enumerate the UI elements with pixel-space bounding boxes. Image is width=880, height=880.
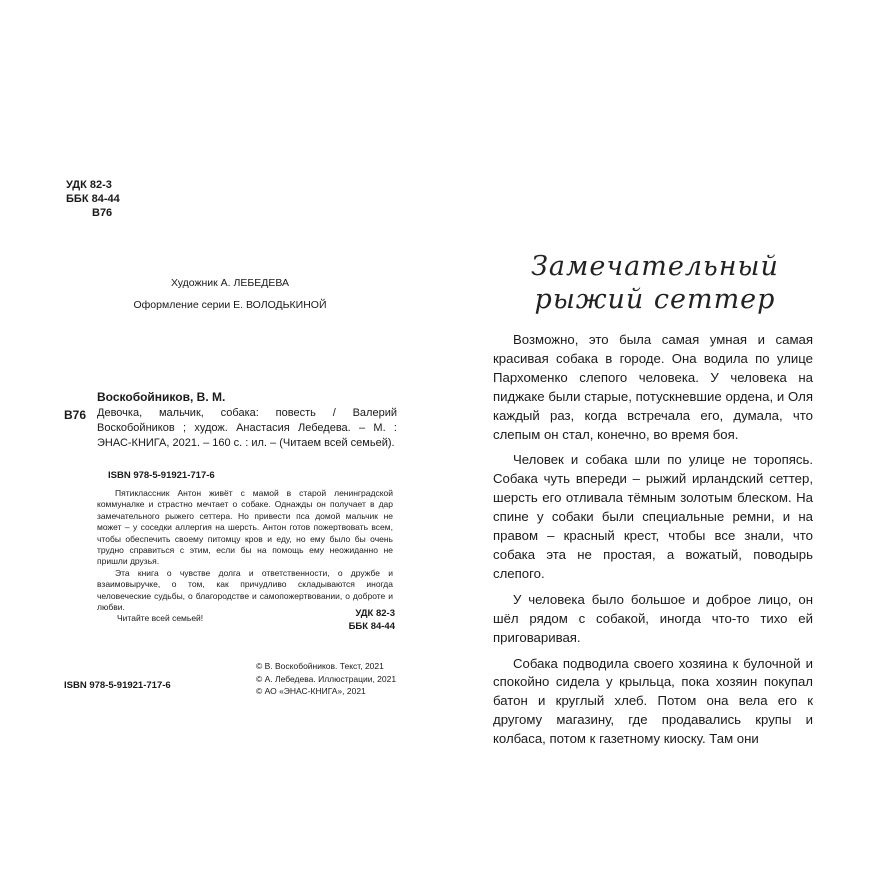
annotation-paragraph: Эта книга о чувстве долга и ответственности, о дружбе и взаимовыручке, о том, как причудливо складываются иногда человеческие судьбы, о благородстве и самопожертвовании, о доброте и любви. [97, 567, 393, 613]
isbn: ISBN 978-5-91921-717-6 [108, 470, 215, 481]
story-paragraph: Возможно, это была самая умная и самая красивая собака в городе. Она водила по улице Пархоменко слепого человека. У человека на пиджаке были старые, потускневшие ордена, и Оля каждый раз, когда встречала его, думала, что слепым он стал, конечно, во время боя. [493, 332, 813, 442]
chapter-text [493, 331, 813, 749]
story-paragraph: Собака подводила своего хозяина к булочной и спокойно сидела у крыльца, пока хозяин покупал батон и круглый хлеб. Потом она вела его к другому магазину, где продавались крупы и колбаса, потом к газетному киоску. Там они [493, 655, 813, 747]
story-paragraph: Человек и собака шли по улице не торопясь. Собака чуть впереди – рыжий ирландский сеттер, шерсть его отливала тёмным золотым блеском. На спине у собаки были специальные ремни, и на правом – красный крест, чтобы все знали, что собака эта не простая, а вожатый, поводырь слепого. [493, 452, 813, 581]
annotation-closing: Читайте всей семьей! [117, 613, 204, 624]
udk-code: УДК 82-3 [66, 179, 112, 191]
author-heading: Воскобойников, В. М. [97, 390, 226, 404]
illustrator-credit: Художник А. ЛЕБЕДЕВА [170, 277, 290, 289]
chapter-title-line: Замечательный [531, 251, 779, 282]
annotation-paragraph: Пятиклассник Антон живёт с мамой в старой ленинградской коммуналке и страстно мечтает о собаке. Однажды он получает в дар замечательного рыжего сеттера. Но привести пса домой мальчик не может – у соседки аллергия на шерсть. Антон готов пожертвовать всем, чтобы обеспечить своему питомцу кров и еду, но ему было бы очень трудно справиться с этим, если бы на помощь ему неожиданно не пришли друзья. [97, 488, 393, 567]
bbk-code-bottom: ББК 84-44 [348, 621, 395, 632]
classification-bottom [340, 607, 395, 633]
series-design-credit: Оформление серии Е. ВОЛОДЬКИНОЙ [133, 299, 327, 311]
chapter-title [500, 250, 810, 316]
copyright-line: © АО «ЭНАС-КНИГА», 2021 [256, 686, 366, 696]
credits [130, 272, 330, 316]
classification-block [66, 178, 120, 220]
copyright-block [256, 660, 396, 698]
copyright-line: © А. Лебедева. Иллюстрации, 2021 [256, 673, 397, 684]
bibliographic-record: Девочка, мальчик, собака: повесть / Валерий Воскобойников ; худож. Анастасия Лебедева. – М. : ЭНАС-КНИГА, 2021. – 160 с. : ил. – (Читаем всей семьей). [97, 407, 397, 449]
udk-code-bottom: УДК 82-3 [355, 608, 395, 619]
author-mark: В76 [92, 207, 113, 219]
annotation [97, 488, 393, 625]
author-mark-side: В76 [64, 408, 87, 422]
isbn-bottom: ISBN 978-5-91921-717-6 [64, 680, 171, 691]
chapter-title-line: рыжий сеттер [534, 284, 776, 315]
story-paragraph: У человека было большое и доброе лицо, он шёл рядом с собакой, иногда что-то тихо ей приговаривая. [493, 591, 813, 645]
bbk-code: ББК 84-44 [66, 193, 120, 205]
copyright-line: © В. Воскобойников. Текст, 2021 [256, 661, 384, 671]
